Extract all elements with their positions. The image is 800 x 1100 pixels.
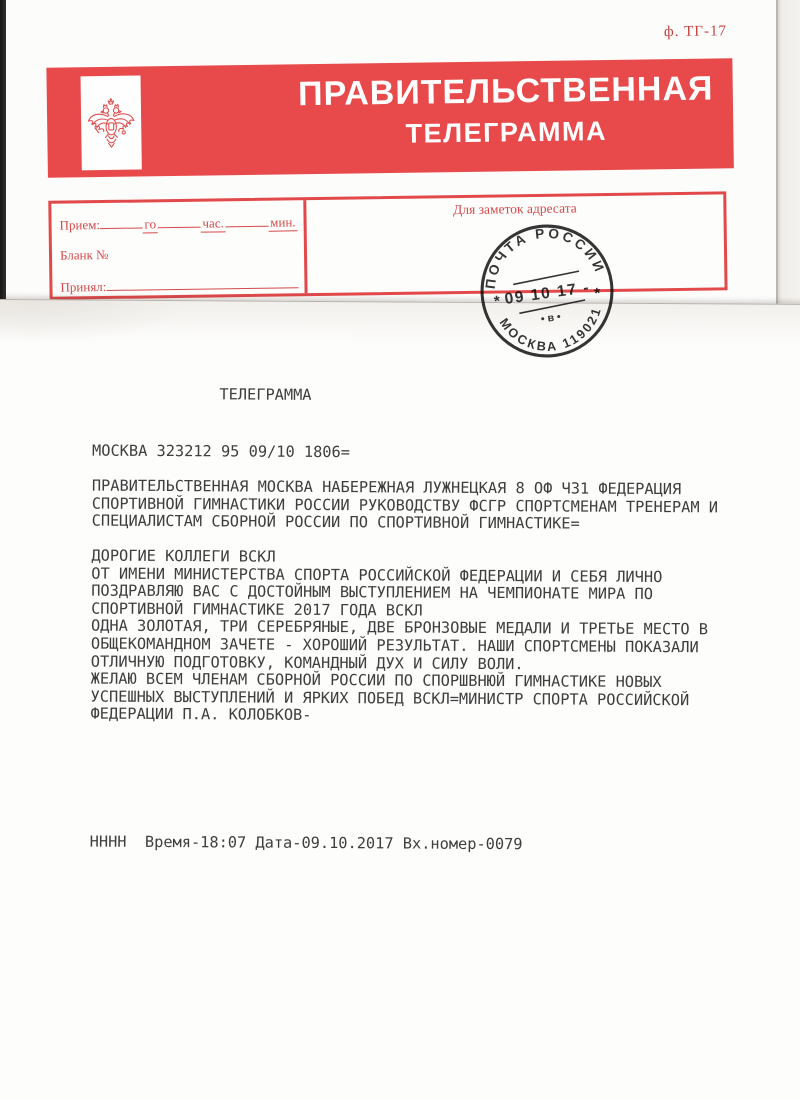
stamp-date: 09 10 17 - (503, 279, 592, 308)
stamp-bottom-arc-text: МОСКВА 119021 (496, 304, 605, 355)
telegram-body-line: ОБЩЕКОМАНДНОМ ЗАЧЕТЕ - ХОРОШИЙ РЕЗУЛЬТАТ. НАШИ СПОРТСМЕНЫ ПОКАЗАЛИ (90, 634, 699, 657)
priem-blank-line (100, 214, 143, 229)
form-content (4, 0, 778, 311)
form-code-label: ф. ТГ-17 (663, 23, 728, 41)
minutes-blank-line (226, 213, 269, 228)
go-label: го (142, 216, 158, 233)
hours-blank-line (158, 214, 201, 229)
telegram-body-line: ФЕДЕРАЦИИ П.А. КОЛОБКОВ- (90, 704, 312, 725)
telegram-footer-line: НННН Время-18:07 Дата-09.10.2017 Вх.номер-0079 (89, 832, 523, 854)
telegram-body-line: ЖЕЛАЮ ВСЕМ ЧЛЕНАМ СБОРНОЙ РОССИИ ПО СПОРШВНЮЙ ГИМНАСТИКЕ НОВЫХ (90, 669, 662, 692)
telegram-heading: ТЕЛЕГРАММА (219, 385, 312, 404)
blank-number-row (60, 244, 298, 263)
telegram-service-line: МОСКВА 323212 95 09/10 1806= (92, 441, 351, 461)
reception-fields-cell (51, 200, 304, 297)
coat-of-arms-box (81, 75, 142, 170)
telegram-body-line: ДОРОГИЕ КОЛЛЕГИ ВСКЛ (91, 546, 276, 566)
telegram-form-sheet (6, 0, 778, 306)
stamp-left-star: * (493, 292, 502, 311)
telegram-address-line: СПЕЦИАЛИСТАМ СБОРНОЙ РОССИИ ПО СПОРТИВНОЙ ГИМНАСТИКЕ= (91, 511, 580, 533)
banner-titles (287, 71, 726, 151)
banner-title-line1: ПРАВИТЕЛЬСТВЕННАЯ (297, 69, 714, 114)
telegram-body-line: ОТЛИЧНУЮ ПОДГОТОВКУ, КОМАНДНЫЙ ДУХ И СИЛУ ВОЛИ. (90, 652, 524, 673)
telegram-message-sheet (0, 299, 800, 1100)
stamp-right-star: * (593, 284, 602, 303)
min-label: мин. (268, 214, 298, 231)
notes-header: Для заметок адресата (453, 200, 577, 218)
government-telegram-banner (46, 58, 733, 178)
priem-row (59, 212, 297, 234)
stamp-top-arc-text: ПОЧТА РОССИИ (482, 225, 608, 290)
reception-form-box (48, 191, 727, 299)
stamp-index-letter: • в • (540, 310, 562, 326)
telegram-address-line: СПОРТИВНОЙ ГИМНАСТИКИ РОССИИ РУКОВОДСТВУ ФСГР СПОРТСМЕНАМ ТРЕНЕРАМ И (91, 494, 719, 517)
typed-telegram-text (90, 386, 719, 855)
prinyal-label: Принял: (60, 278, 107, 295)
prinyal-row (60, 274, 298, 295)
telegram-body-line: ОДНА ЗОЛОТАЯ, ТРИ СЕРЕБРЯНЫЕ, ДВЕ БРОНЗОВЫЕ МЕДАЛИ И ТРЕТЬЕ МЕСТО В (90, 616, 709, 639)
telegram-body-line: СПОРТИВНОЙ ГИМНАСТИКЕ 2017 ГОДА ВСКЛ (91, 599, 423, 620)
telegram-body-line: ПОЗДРАВЛЯЮ ВАС С ДОСТОЙНЫМ ВЫСТУПЛЕНИЕМ НА ЧЕМПИОНАТЕ МИРА ПО (91, 581, 654, 604)
telegram-body-line: ОТ ИМЕНИ МИНИСТЕРСТВА СПОРТА РОССИЙСКОЙ ФЕДЕРАЦИИ И СЕБЯ ЛИЧНО (91, 564, 663, 586)
priem-label: Прием: (59, 217, 101, 233)
double-headed-eagle-icon (84, 79, 139, 168)
chas-label: час. (200, 215, 226, 232)
prinyal-blank-line (106, 274, 298, 291)
telegram-body-line: УСПЕШНЫХ ВЫСТУПЛЕНИЙ И ЯРКИХ ПОБЕД ВСКЛ=МИНИСТР СПОРТА РОССИЙСКОЙ (90, 687, 690, 709)
banner-title-line2: ТЕЛЕГРАММА (405, 115, 608, 149)
postmark-stamp (478, 222, 616, 360)
scan-background-right-strip (776, 0, 800, 304)
telegram-address-line: ПРАВИТЕЛЬСТВЕННАЯ МОСКВА НАБЕРЕЖНАЯ ЛУЖНЕЦКАЯ 8 ОФ Ч31 ФЕДЕРАЦИЯ (91, 476, 682, 499)
blank-number-label: Бланк № (59, 246, 109, 263)
